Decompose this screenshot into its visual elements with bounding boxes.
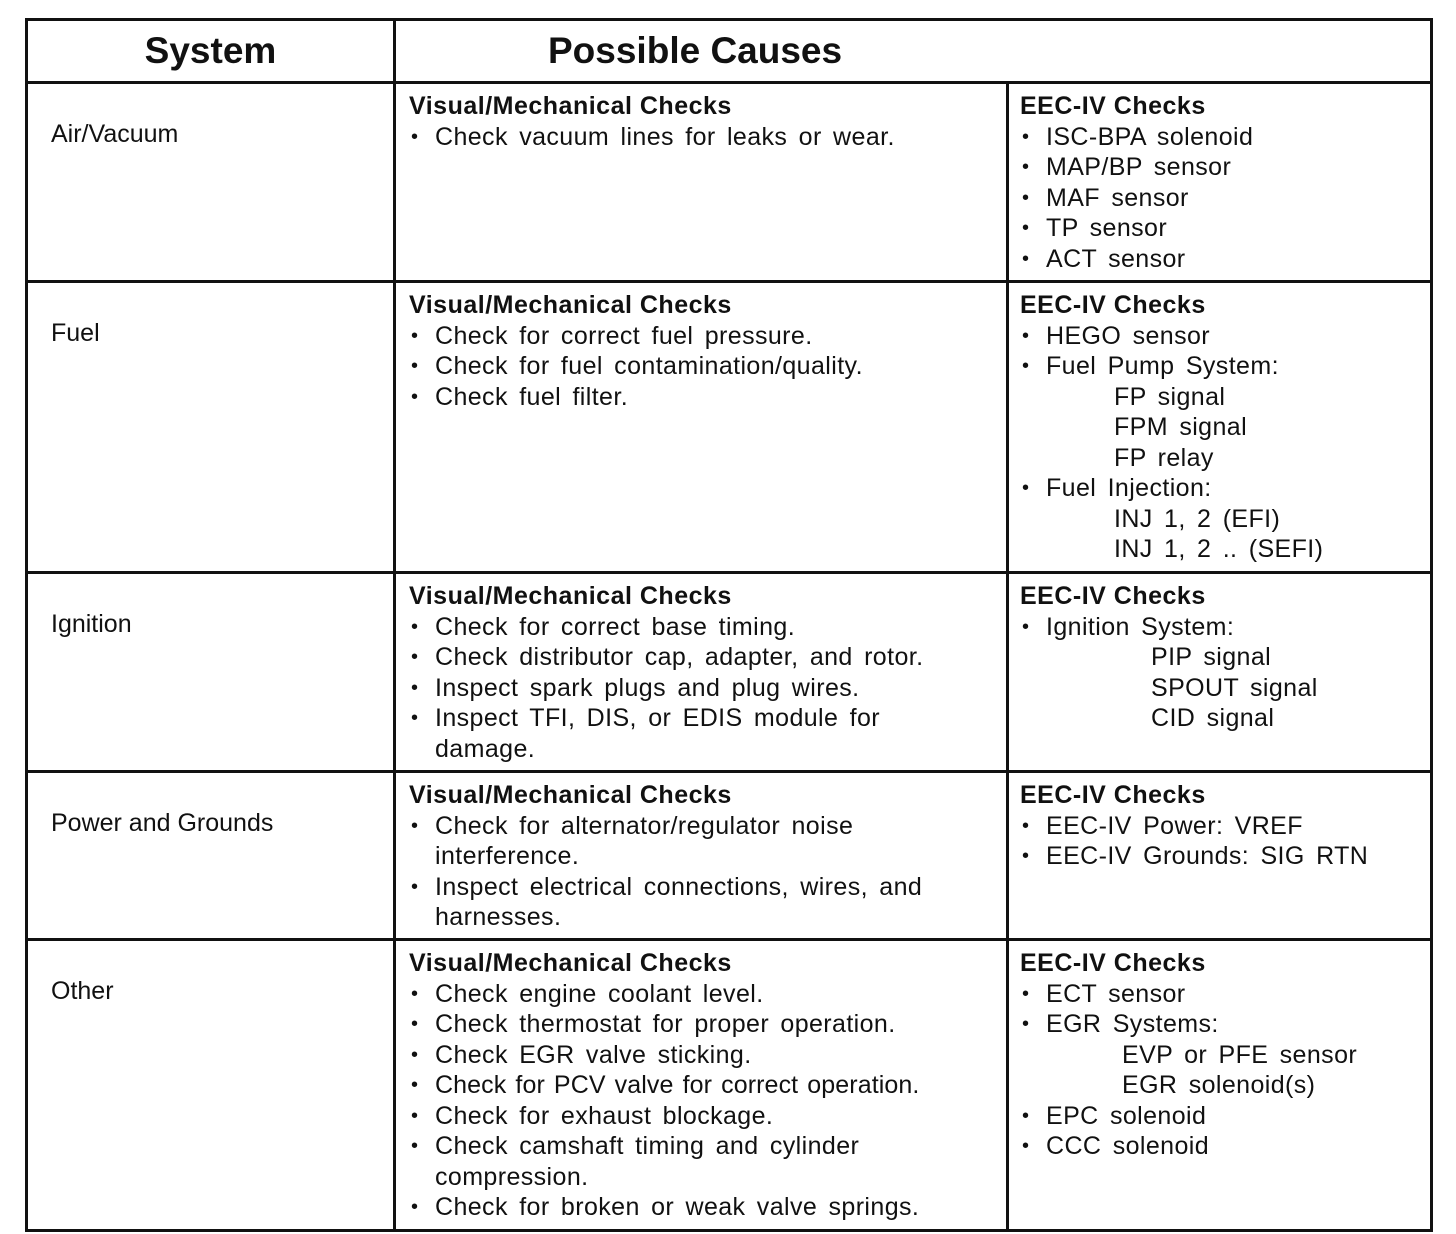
list-item: • ECT sensor — [1022, 979, 1186, 1008]
visual-checks-list — [409, 811, 1006, 933]
bullet-icon: • — [411, 615, 419, 638]
bullet-icon: • — [1022, 1013, 1030, 1035]
eec-checks-list — [1020, 979, 1430, 1040]
table-row-air-vacuum — [28, 84, 1430, 283]
eec-checks-heading: EEC-IV Checks — [1020, 92, 1206, 120]
bullet-icon: • — [411, 1074, 419, 1096]
list-item: • EPC solenoid — [1022, 1101, 1207, 1130]
sub-item: INJ 1, 2 .. (SEFI) — [1114, 535, 1324, 563]
list-item: • ISC-BPA solenoid — [1022, 122, 1254, 151]
bullet-icon: • — [411, 355, 419, 377]
visual-checks-cell — [396, 283, 1009, 571]
visual-checks-heading: Visual/Mechanical Checks — [409, 92, 732, 120]
list-item: • Fuel Injection: — [1022, 474, 1212, 502]
bullet-icon: • — [411, 676, 419, 699]
system-cell: Air/Vacuum — [28, 84, 396, 280]
visual-checks-cell — [396, 773, 1009, 938]
list-item: • Check thermostat for proper operation. — [411, 1010, 896, 1038]
diagnostic-table — [25, 18, 1433, 1232]
bullet-icon: • — [411, 1196, 419, 1218]
visual-checks-heading: Visual/Mechanical Checks — [409, 291, 732, 319]
list-item: • EGR Systems: — [1022, 1010, 1219, 1038]
eec-checks-heading: EEC-IV Checks — [1020, 582, 1206, 610]
visual-checks-cell — [396, 941, 1009, 1229]
table-header — [28, 21, 1430, 84]
eec-checks-list — [1020, 321, 1430, 382]
bullet-icon: • — [1022, 814, 1030, 837]
bullet-icon: • — [411, 1013, 419, 1035]
list-item: • MAP/BP sensor — [1022, 153, 1232, 181]
header-possible-causes: Possible Causes — [548, 30, 843, 71]
list-item: • Check for fuel contamination/quality. — [411, 352, 863, 380]
eec-checks-list — [1020, 473, 1430, 504]
eec-checks-cell — [1009, 773, 1430, 938]
list-item: • Check for correct base timing. — [411, 612, 796, 641]
visual-checks-heading: Visual/Mechanical Checks — [409, 582, 732, 610]
list-item: • EEC-IV Grounds: SIG RTN — [1022, 842, 1369, 870]
eec-checks-list — [1020, 612, 1430, 643]
visual-checks-list — [409, 979, 1006, 1223]
sub-item: FPM signal — [1114, 413, 1248, 441]
list-item: • Check EGR valve sticking. — [411, 1040, 752, 1069]
sub-item: PIP signal — [1151, 643, 1272, 671]
bullet-icon: • — [411, 125, 419, 148]
eec-checks-list — [1020, 122, 1430, 275]
eec-checks-list — [1020, 811, 1430, 872]
bullet-icon: • — [1022, 156, 1030, 178]
table-row-ignition — [28, 574, 1430, 773]
system-cell: Ignition — [28, 574, 396, 770]
list-item: • HEGO sensor — [1022, 321, 1211, 350]
bullet-icon: • — [1022, 845, 1030, 867]
list-item: • Check engine coolant level. — [411, 979, 764, 1008]
list-item: • Check for PCV valve for correct operation. — [411, 1071, 920, 1099]
sub-item: CID signal — [1151, 704, 1275, 732]
list-item: • MAF sensor — [1022, 183, 1189, 212]
list-item: • Ignition System: — [1022, 612, 1235, 641]
bullet-icon: • — [1022, 982, 1030, 1005]
list-item: • Check for alternator/regulator noise interference. — [411, 811, 854, 870]
visual-checks-heading: Visual/Mechanical Checks — [409, 949, 732, 977]
list-item: • EEC-IV Power: VREF — [1022, 811, 1303, 840]
bullet-icon: • — [1022, 324, 1030, 347]
list-item: • TP sensor — [1022, 214, 1168, 242]
table-row-fuel — [28, 283, 1430, 574]
system-cell: Fuel — [28, 283, 396, 571]
visual-checks-list — [409, 122, 1006, 153]
table-row-other — [28, 941, 1430, 1229]
bullet-icon: • — [1022, 477, 1030, 499]
system-cell: Power and Grounds — [28, 773, 396, 938]
visual-checks-cell — [396, 574, 1009, 770]
eec-checks-cell — [1009, 941, 1430, 1229]
list-item: • Check for broken or weak valve springs. — [411, 1193, 920, 1221]
list-item: • Inspect spark plugs and plug wires. — [411, 673, 860, 702]
eec-checks-list — [1020, 1101, 1430, 1162]
list-item: • Inspect TFI, DIS, or EDIS module for damage. — [411, 704, 881, 763]
list-item: • Check distributor cap, adapter, and rotor. — [411, 643, 924, 671]
list-item: • Fuel Pump System: — [1022, 352, 1279, 380]
eec-checks-cell — [1009, 283, 1430, 571]
bullet-icon: • — [1022, 125, 1030, 148]
bullet-icon: • — [1022, 186, 1030, 209]
bullet-icon: • — [411, 646, 419, 668]
sub-item: INJ 1, 2 (EFI) — [1114, 504, 1281, 533]
bullet-icon: • — [1022, 217, 1030, 239]
eec-checks-heading: EEC-IV Checks — [1020, 291, 1206, 319]
bullet-icon: • — [411, 814, 419, 837]
bullet-icon: • — [1022, 615, 1030, 638]
table-row-power-grounds — [28, 773, 1430, 941]
list-item: • Check vacuum lines for leaks or wear. — [411, 122, 895, 151]
bullet-icon: • — [411, 324, 419, 347]
eec-checks-cell — [1009, 84, 1430, 280]
list-item: • Check for exhaust blockage. — [411, 1101, 774, 1130]
bullet-icon: • — [1022, 247, 1030, 270]
list-item: • Check for correct fuel pressure. — [411, 321, 813, 350]
visual-checks-heading: Visual/Mechanical Checks — [409, 781, 732, 809]
list-item: • Inspect electrical connections, wires, and harnesses. — [411, 872, 923, 931]
visual-checks-cell — [396, 84, 1009, 280]
sub-item: FP relay — [1114, 443, 1214, 472]
system-cell: Other — [28, 941, 396, 1229]
bullet-icon: • — [411, 385, 419, 408]
list-item: • ACT sensor — [1022, 244, 1186, 273]
eec-checks-heading: EEC-IV Checks — [1020, 949, 1206, 977]
bullet-icon: • — [411, 707, 419, 729]
sub-item: FP signal — [1114, 382, 1226, 411]
bullet-icon: • — [1022, 355, 1030, 377]
bullet-icon: • — [1022, 1135, 1030, 1157]
bullet-icon: • — [1022, 1104, 1030, 1127]
list-item: • CCC solenoid — [1022, 1132, 1210, 1160]
bullet-icon: • — [411, 982, 419, 1005]
eec-checks-heading: EEC-IV Checks — [1020, 781, 1206, 809]
sub-item: SPOUT signal — [1151, 673, 1318, 702]
eec-checks-cell — [1009, 574, 1430, 770]
sub-item: EGR solenoid(s) — [1122, 1071, 1316, 1099]
bullet-icon: • — [411, 1104, 419, 1127]
bullet-icon: • — [411, 875, 419, 898]
sub-item: EVP or PFE sensor — [1122, 1040, 1358, 1069]
list-item: • Check camshaft timing and cylinder compression. — [411, 1132, 860, 1191]
visual-checks-list — [409, 321, 1006, 413]
bullet-icon: • — [411, 1135, 419, 1157]
bullet-icon: • — [411, 1043, 419, 1066]
visual-checks-list — [409, 612, 1006, 765]
header-system: System — [28, 21, 396, 81]
list-item: • Check fuel filter. — [411, 382, 629, 411]
